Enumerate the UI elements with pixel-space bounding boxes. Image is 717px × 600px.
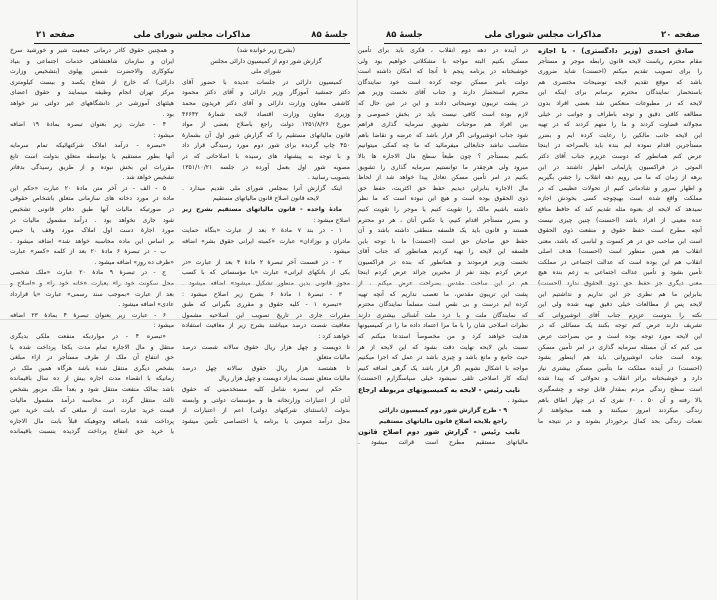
text-line: تا هشتصد هزار ریال حقوق سالانه چهل درصد (182, 364, 350, 372)
text-line: الموتی در فراکسیون پارلمانی اظهار داشتند در این (538, 163, 702, 171)
text-line: آنان از اعتبارات وزارتخانه ها و مؤسسات دولتی و وابسته (182, 396, 350, 404)
text-line: مالیاتهای مستقیم مطرح است قرائت میشود . (358, 438, 528, 446)
text-line: خواهند کرد : (318, 333, 350, 341)
text-line: و بضرر مستأجر اقدام کنیم، یا عکس آنان ، هر دو محترم (358, 216, 528, 224)
text-line: مال الاجاره بنابراین دیدیم حفظ حق اکثریت، حفظ حق (358, 184, 528, 192)
text-line: ماده در مورد دخانه های سازمانی متعلق باشخاص حقوقی (10, 195, 174, 203)
text-line: تشریف دارند عرض کنم توجه بکنند یک مسائلی که در (538, 322, 702, 330)
text-line: را برای تصویب تقدیم میکنم (احسنت) شاید ضروری (538, 68, 702, 76)
agenda-heading: ۹ - طرح گزارش شور دوم کمیسیون دارائی (378, 407, 508, 415)
text-line: است سطح زندگی مردم بمقدار قابل توجه و چشمگیری (538, 386, 702, 393)
text-line: لایحه قانون اصلاح قانون مالیاتهای مستقیم (213, 195, 319, 203)
text-line: انقلاب هم این بوده است که عدالت اجتماعی در مملکت (538, 258, 702, 266)
text-line: در آینده در دهه دوم انقلاب ، فکری باید برای تأمین (358, 47, 528, 54)
text-line: میشود : (153, 322, 174, 330)
text-line: ب - در تبصرهٔ ۶ مادهٔ ۲۰ بعد از کلمه «کسر» عبارت (10, 248, 167, 256)
text-line: مصوبه شور اول بعمل آورده در جلسه ۱۳۵۱/۱۰/۲۱ (182, 163, 350, 171)
text-line: «ظرف ده روز» اضافه میشود . (94, 258, 174, 266)
text-line: ۳ - تبصرهٔ ۱ مادهٔ ۶ بشرح زیر اصلاح میشود : (182, 290, 342, 298)
text-line: بین افراد هم موجبات تشویق سرمایه گذاری فراهم (358, 121, 528, 129)
text-line: نمیدهد که لایحه ای بعنوه مثله تقدیم کند که حافظ منافع (538, 205, 702, 213)
scan-artifact-line (0, 319, 717, 320)
text-line: (بشرح زیر خوانده شد) (237, 47, 295, 54)
text-line: عرض کردم بچند نفر از مخبرین جرائد عرض کردم اینجا (358, 269, 528, 277)
text-line: ۴۵۰ چاپ گردیده برای شور دوم مورد رسیدگی قرار داد (182, 142, 350, 150)
text-line: مجولانه قضاوت کردند و ما را متهم کردند که در تهیه (538, 121, 702, 129)
text-line: بالا رفته و آن ۵۰ ، ۶۰ نفری که در چهار اطاق باهم (538, 396, 702, 404)
text-line: داشته باشیم مالک را تقویت کنیم یا موجر را تقویت کنیم (358, 205, 528, 213)
text-line: برهه از زمان که ما می رویم دهه انقلاب را جشن بگیریم (538, 174, 702, 182)
text-line: اصلاح میشود : (313, 216, 350, 224)
text-line: عادی» اضافه میشود . (118, 301, 174, 309)
text-line: دولت بامر مسکن توجه کرده است خود نمایندگان (358, 78, 528, 86)
text-line: مادهٔ واحده - قانون مالیاتهای مستقیم بشرح زیر (182, 205, 342, 213)
text-line: ذوی الحقوق بوده است و هیچ این نبوده است که ما نظر (358, 195, 528, 203)
text-line: بوده است جناب انوشیروانی باید هم اینطور بشود (538, 354, 702, 362)
text-line: و همچنین حقوق کادر درمانی جمعیت شیر و خورشید سرخ (10, 47, 174, 54)
text-line: هدایت خواهند کرد و من مخصوصاً استدعا میکنم که (358, 333, 528, 341)
text-line: عرض کنم همانطور که دوست عزیزم جناب آقای دکتر (538, 152, 702, 160)
text-line: نعمات زندگی بحد کمال برخوردار بشوند و در نتیجه ما (538, 417, 702, 425)
text-line: منتقل و مال الاجاره تمام مدت یکجا پرداخت شده یا (10, 343, 174, 351)
page-21 (0, 0, 358, 600)
page-20 (358, 0, 717, 600)
text-column-left (358, 46, 528, 449)
text-line: کمیسیون دارائی در جلسات عدیده با حضور آقای (182, 78, 342, 86)
page-header (384, 29, 702, 44)
text-line: کرده ایم درست و بی نقص است مسلماً نمایندگان محترم (358, 301, 528, 309)
text-line: عده معینی از افراد باشد (احسنت) چنین چیزی نیست (538, 216, 702, 224)
text-line: میشود . (329, 248, 350, 256)
text-line: ۲ - در قسمت آخر تبصرهٔ ۲ مادهٔ ۴ بعد از عبارت «در (182, 258, 342, 266)
text-line: مقام محترم ریاست لایحه قانون رابطه موجر و مستأجر (538, 57, 702, 65)
text-line: ثالث منتقل گردد در محاسبه درآمد مشمول مالیات (10, 396, 174, 404)
text-line: مادران و نوزادان» عبارت «کمیته ایرانی حقوق بشر» اضافه (182, 237, 350, 245)
text-line: کاشفی معاون وزارت دارائی و آقای دکتر فریدون محمد (182, 99, 350, 107)
text-line: حیث جامع و مانع باشد و چیزی باشد در عمل که اجرا میکنیم (358, 354, 528, 362)
text-line: باستحضار نمایندگان محترم برسانم برای اینکه این (538, 89, 702, 97)
text-line: میرود ولی هرچقدر ما توانستیم سرمایه گذاری را تشویق (358, 163, 528, 171)
speaker-line: صادق احمدی (وزیر دادگستری) - با اجازه (538, 47, 694, 55)
text-line: ایران و سازمان شاهنشاهی خدمات اجتماعی و بنیاد (10, 57, 174, 65)
text-line: «تبصره - درآمد املاک شرکتهائیکه تمام سرمایه (10, 142, 166, 150)
text-line: نکته را بدوست عزیزم جناب آقای انوشیروانی که (538, 311, 702, 319)
text-line: می کنم که آن مسئله سرمایه گذاری در امر تأمین مسکن (538, 343, 702, 351)
text-line: باشد که موقع تقدیم لایحه توضیحات مختصری هم (538, 78, 702, 86)
text-line: فلسفه این لایحه را تهیه کردیم همانطور که جناب آقای (358, 248, 528, 256)
text-line: بعد از عبارت «بموجب سند رسمی» عبارت «یا قرارداد (10, 290, 174, 298)
running-title: مذاکرات مجلس شورای ملی (484, 30, 602, 40)
session-label: جلسهٔ ۸۵ (386, 30, 423, 40)
text-line: در پشت تریبون توضیحاتی دادند و این در عین حال که (358, 99, 528, 107)
text-column-right (538, 46, 702, 427)
scan-artifact-line (0, 284, 717, 285)
text-line: معافیت شصت درصد میباشند بشرح زیر از معافیت استفاده (182, 322, 350, 330)
text-line: و اظهار سرور و شادمانی کنیم از تحولات عظیمی که در (538, 184, 702, 192)
text-line: دارائی) که خارج از شعاع یکصد و بیست کیلومتری (10, 78, 174, 86)
text-line: بتصویب رسانید . (307, 174, 350, 182)
text-line: بود . (162, 110, 174, 118)
text-line: نیکوکاری والاحضرت شمس پهلوی (بتشخیص وزارت (10, 68, 174, 76)
text-line: قیمت خرید عبارت است از مبلغی که بابت خرید عین (10, 407, 174, 415)
text-line: شورای ملی (251, 68, 281, 76)
text-column-right (182, 46, 350, 427)
text-line: لازم بوده است کافی نیست باید در بخش خصوصی و (358, 110, 528, 118)
text-line: نسبت باین لایحه نهایت دقت بشود که این لایحه از هر (358, 343, 528, 351)
page-header (34, 29, 350, 44)
text-line: تا دویست و چهل هزار ریال حقوق سالانه شصت درصد (182, 343, 350, 351)
text-line: وزیری معاون وزارت اقتصاد لایحه شمارهٔ ۴۶۶۴۲ (182, 110, 350, 118)
text-column-left (10, 46, 174, 438)
text-line: باشد بمالک منفعت منتقل شود و بعداً ملک مزبور بشخص (10, 386, 174, 393)
text-line: بشخص دیگری منتقل شده باشد هرگاه همین ملک در (10, 364, 174, 372)
text-line: آنها بطور مستقیم یا بواسطه متعلق بدولت است تابع (10, 152, 174, 160)
session-label: جلسهٔ ۸۵ (311, 30, 348, 40)
text-line: در صورتیکه مالیات آنها طبق دفاتر قانونی تشخیص (10, 205, 174, 213)
text-line: مورخ ۱۳۵۱/۸/۲۶ دولت راجع باصلاح بعضی از مواد (182, 121, 350, 129)
text-line: انقلاب هم همین منظور است (احسنت) هدف اصلی (538, 248, 702, 256)
text-line: اینکه کار اصلاحی تلقی نمیشود خیلی سپاسگزارم (احسنت) (358, 375, 528, 383)
text-line: که نمایندگان ملت و با درد ملت آشنائی بیشتری دارند (358, 311, 528, 319)
text-line: بکنیم در امر تأمین مسکن تعادل پیدا خواهد شد از لحاظ (358, 174, 528, 182)
text-line: بکنیم بمستأجر ؟ چون طبعاً سطح مال الاجاره ها بالا (358, 152, 528, 160)
text-line: ج - در تبصرهٔ ۹ مادهٔ ۲۰ عبارت «ملک شخصی (10, 269, 166, 277)
text-line: مواجه با اشکال نشویم اگر قرار باشد یک گرهی اضافه کنیم (358, 364, 528, 372)
text-line: گزارش شور دوم از کمیسیون دارائی مجلس (210, 57, 322, 65)
text-line: دارد و خوشبختانه براثر انقلاب و تحولاتی که پیدا شده (538, 375, 702, 383)
text-line: پرداخت شده باضافه وجوهیکه قبلاً بابت مال الاجاره (10, 417, 174, 425)
text-line: «تبصره ۴ - در مواردیکه منفعت ملکی بدیگری (10, 333, 166, 341)
text-line: هیئتهای آموزشی در دانشگاههای غیر دولتی نیز خواهد (10, 99, 174, 107)
agenda-heading: راجع بلایحه اصلاح قانون مالیاتهای مستقیم (378, 417, 508, 425)
text-line: «تبصره ۱ - کلیه حقوق و مقرری بگیرانی که طبق (182, 301, 342, 309)
text-line: قانون مالیاتهای مستقیم را که گزارش شور اول آن بشمارهٔ (182, 131, 350, 139)
page-number: صفحه ۲۱ (36, 30, 75, 40)
text-line: زندگی میکردند امروز نمیکنند و همه میخواهند از (538, 407, 702, 415)
text-line: مملکت واقع شده است بهیچوجه کسی بخودش اجازه (538, 195, 702, 203)
text-line: شود جناب انوشیروانی اگر قرار باشد که عرضه و تقاضا باهم (358, 131, 528, 139)
text-line: مالیات متعلق (316, 354, 350, 362)
text-line: این لایحه جانب مالکین را رعایت کرده ایم و بضرر (538, 131, 702, 139)
text-line: و با توجه به پیشنهاد های رسیده با اصلاحاتی که در (182, 152, 350, 160)
text-line: نظرات اصلاحی شان را با ما مرا اعتماد داده ما را در کمیسیونها (358, 322, 528, 330)
text-line: مقررات این بخش نبوده و از طریق رسیدگی بدفاتر (10, 163, 174, 171)
page-number: صفحه ۲۰ (661, 30, 700, 40)
text-line: محترم استحضار دارند و جناب آقای نخست وزیر هم (358, 89, 528, 97)
text-line: مالیات متعلق نسبت بمازاد دویست و چهل هزار ریال (218, 375, 350, 383)
text-line: هستند و قانون باید یک فلسفه منطقی داشته باشد و آن (358, 227, 528, 235)
text-line: متناسب نباشد جنابعالی میفرمائید که ما چه کمکی میتوانیم (358, 142, 528, 150)
text-line: لایحه که در مطبوعات منعکس شد بعضی افراد بدون (538, 99, 702, 107)
text-line: حق انتفاع آن ملک از طرف مستأجر در ازاء مبلغی (10, 354, 174, 362)
text-line: نخست وزیر فرمودند و همانطور که بنده در فراکسیون (358, 258, 528, 266)
running-title: مذاکرات مجلس شورای ملی (133, 30, 251, 40)
text-line: میشود . (507, 396, 528, 404)
text-line: مطالعه کافی دقیق و توجه باطراف و جوانب در خیلی (538, 110, 702, 118)
text-line: است این صاحب حق در هر کسوت و لباسی که باشد، معنی (538, 237, 702, 245)
speaker-line: نایب رئیس - گزارش شور دوم اصلاح قانون (358, 428, 520, 437)
text-line: شود جاری نخواهد بود . درآمد مشمول مالیات در (10, 216, 174, 224)
text-line: مورد اجارهٔ دست اول املاک مورد وقف یا حبس (10, 227, 174, 235)
text-line: آنچه مطرح است حفظ حقوق و منفعت ذوی الحقوق (538, 227, 702, 235)
text-line: میشود : (153, 131, 174, 139)
text-line: زمانیکه با انقضاء مدت اجاره بیش از ده سال باقیمانده (10, 375, 174, 383)
text-line: ۱ - در بند ۷ مادهٔ ۲ بعد از عبارت «بنگاه حمایت (182, 227, 343, 235)
text-line: حفظ حق صاحبان حق است (احسنت) ما با توجه باین (358, 237, 528, 245)
text-line: اینک گزارش آنرا بمجلس شورای ملی تقدیم میدارد . (182, 184, 342, 192)
text-line: یا خرید حق انتفاع پرداخت گردیده بنسبت باقیمانده (10, 428, 174, 436)
speaker-line: نایب رئیس - لایحه به کمیسیونهای مربوطه ارجاع (358, 386, 520, 394)
text-line: محل درآمد عمومی یا برنامه یا اختصاصی تأمین میشود (182, 417, 350, 425)
text-line: پشت این تریبون مقدس، ما تعصب نداریم که آنچه تهیه (358, 290, 528, 298)
text-line: بر اساس این ماده محاسبه خواهد شد» اضافه میشود . (10, 237, 174, 245)
text-line: این لایحه مورد توجه بوده است و من بصراحت عرض (538, 333, 702, 341)
text-line: مسکن بکنیم البته مواجه با مشکلاتی خواهیم بود ولی (358, 57, 528, 65)
text-line: خوشبختانه در برنامه پنجم تا آنجا که امکان داشته است (358, 68, 528, 76)
text-line: ۴ - عبارت زیر بعنوان تبصره بمادهٔ ۱۹ اضافه (10, 121, 167, 129)
text-line: یکی از بانکهای ایرانی» عبارت «یا مؤسساتی که با کسب (182, 269, 350, 277)
text-line: بدولت (باستثنای شرکتهای دولتی) اعم از اعتبارات از (182, 407, 350, 415)
text-line: حکم این تبصره شامل کلیه مستخدمینی که حقوق (182, 386, 342, 393)
text-line: مرکز تهران انجام وظیفه مینمایند و حقوق اعضای (10, 89, 174, 97)
text-line: مقررات جاری در تاریخ تصویب این اصلاحیه مشمول (182, 311, 350, 319)
text-line: ۵ - الف - در آخر متن مادهٔ ۲۰ عبارت «حکم این (10, 184, 166, 192)
text-line: (احسنت) در آینده مملکت ما بتأمین مسکن بیشتری نیاز (538, 364, 702, 372)
text-line: تشخیص خواهد شد . (122, 174, 174, 182)
text-line: بنابراین ما هم نظری جز این نداریم و نداشتیم این (538, 290, 702, 298)
text-line: لایحه پس از مطالعات خیلی دقیق تهیه شده ولی این (538, 301, 702, 309)
text-line: ۶ - عبارت زیر بعنوان تبصرهٔ ۴ بمادهٔ ۲۳ اضافه (10, 311, 167, 319)
text-line: دکتر جمشید آموزگار وزیر دارائی و آقای دکتر محمود (182, 89, 350, 97)
text-line: مستأجرین اقدام نموده ایم بنده باید بالصراحه در اینجا (538, 142, 702, 150)
text-line: تأمین بشود و تأمین عدالت اجتماعی به زعم بنده هیچ (538, 269, 702, 277)
